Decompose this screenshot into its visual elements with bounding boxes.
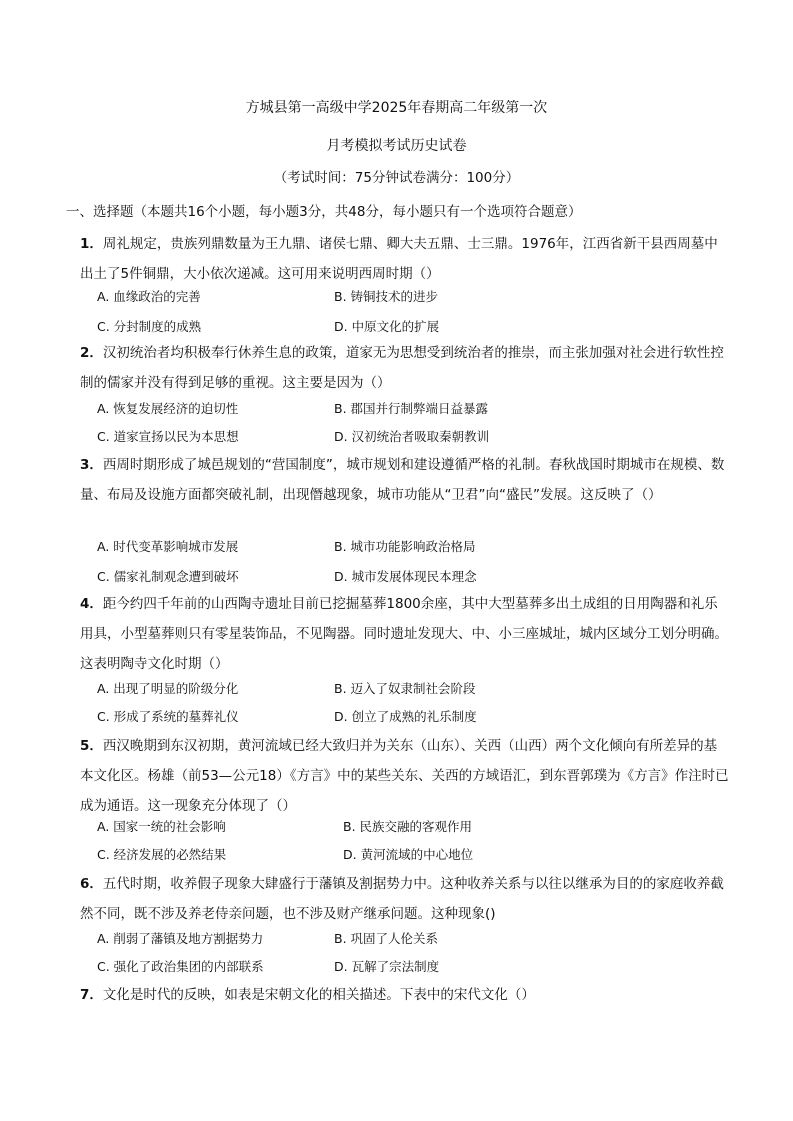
question-number: 4． bbox=[80, 596, 103, 612]
exam-title-line1: 方城县第一高级中学2025年春期高二年级第一次 bbox=[245, 100, 548, 116]
question-5 bbox=[80, 731, 730, 821]
option-d: D. 城市发展体现民本理念 bbox=[334, 569, 477, 584]
question-7 bbox=[80, 980, 730, 1010]
exam-subtitle: （考试时间：75分钟试卷满分：100分） bbox=[273, 170, 520, 186]
option-d: D. 汉初统治者吸取秦朝教训 bbox=[334, 429, 490, 444]
question-2 bbox=[80, 338, 730, 398]
option-a: A. 削弱了藩镇及地方割据势力 bbox=[97, 931, 264, 946]
option-b: B. 民族交融的客观作用 bbox=[343, 819, 473, 834]
question-number: 7． bbox=[80, 987, 103, 1003]
question-number: 1． bbox=[80, 236, 103, 252]
question-stem: 西汉晚期到东汉初期，黄河流域已经大致归并为关东（山东）、关西（山西）两个文化倾向有所差异的基本文化区。杨雄（前53—公元18）《方言》中的某些关东、关西的方域语汇，到东晋郭璞为《方言》作注时已成为通语。这一现象充分体现了（） bbox=[80, 738, 729, 814]
option-b: B. 铸铜技术的进步 bbox=[334, 289, 439, 304]
option-c: C. 形成了系统的墓葬礼仪 bbox=[97, 709, 239, 724]
question-3 bbox=[80, 450, 730, 510]
question-stem: 文化是时代的反映，如表是宋朝文化的相关描述。下表中的宋代文化（） bbox=[102, 987, 535, 1003]
option-c: C. 分封制度的成熟 bbox=[97, 319, 202, 334]
option-c: C. 儒家礼制观念遭到破坏 bbox=[97, 569, 239, 584]
option-b: B. 城市功能影响政治格局 bbox=[334, 539, 476, 554]
option-b: B. 巩固了人伦关系 bbox=[334, 931, 439, 946]
exam-title-line2: 月考模拟考试历史试卷 bbox=[326, 138, 467, 154]
option-b: B. 郡国并行制弊端日益暴露 bbox=[334, 401, 489, 416]
question-stem: 汉初统治者均积极奉行休养生息的政策，道家无为思想受到统治者的推崇，而主张加强对社会进行软性控制的儒家并没有得到足够的重视。这主要是因为（） bbox=[80, 345, 724, 391]
option-c: C. 道家宣扬以民为本思想 bbox=[97, 429, 239, 444]
option-c: C. 经济发展的必然结果 bbox=[97, 847, 227, 862]
question-stem: 距今约四千年前的山西陶寺遗址目前已挖掘墓葬1800余座，其中大型墓葬多出土成组的日用陶器和礼乐用具，小型墓葬则只有零星装饰品，不见陶器。同时遗址发现大、中、小三座城址，城内区域分工划分明确。这表明陶寺文化时期（） bbox=[80, 596, 728, 672]
option-c: C. 强化了政治集团的内部联系 bbox=[97, 959, 264, 974]
question-6 bbox=[80, 869, 730, 929]
option-d: D. 中原文化的扩展 bbox=[334, 319, 440, 334]
option-a: A. 时代变革影响城市发展 bbox=[97, 539, 239, 554]
option-a: A. 血缘政治的完善 bbox=[97, 289, 201, 304]
option-d: D. 黄河流域的中心地位 bbox=[343, 847, 474, 862]
question-stem: 周礼规定，贵族列鼎数量为王九鼎、诸侯七鼎、卿大夫五鼎、士三鼎。1976年，江西省新干县西周墓中出土了5件铜鼎，大小依次递减。这可用来说明西周时期（） bbox=[80, 236, 718, 282]
question-number: 2． bbox=[80, 345, 103, 361]
question-stem: 西周时期形成了城邑规划的“营国制度”，城市规划和建设遵循严格的礼制。春秋战国时期城市在规模、数量、布局及设施方面都突破礼制，出现僭越现象，城市功能从“卫君”向“盛民”发展。这反映了（） bbox=[80, 457, 725, 503]
question-1 bbox=[80, 229, 730, 289]
section-title: 一、选择题（本题共16个小题，每小题3分，共48分，每小题只有一个选项符合题意） bbox=[66, 204, 582, 220]
question-number: 6． bbox=[80, 876, 103, 892]
option-b: B. 迈入了奴隶制社会阶段 bbox=[334, 681, 476, 696]
question-4 bbox=[80, 589, 730, 679]
option-a: A. 出现了明显的阶级分化 bbox=[97, 681, 239, 696]
option-d: D. 瓦解了宗法制度 bbox=[334, 959, 440, 974]
option-d: D. 创立了成熟的礼乐制度 bbox=[334, 709, 477, 724]
question-number: 5． bbox=[80, 738, 103, 754]
option-a: A. 国家一统的社会影响 bbox=[97, 819, 226, 834]
option-a: A. 恢复发展经济的迫切性 bbox=[97, 401, 239, 416]
question-number: 3． bbox=[80, 457, 103, 473]
question-stem: 五代时期，收养假子现象大肆盛行于藩镇及割据势力中。这种收养关系与以往以继承为目的的家庭收养截然不同，既不涉及养老侍亲问题，也不涉及财产继承问题。这种现象() bbox=[80, 876, 724, 922]
